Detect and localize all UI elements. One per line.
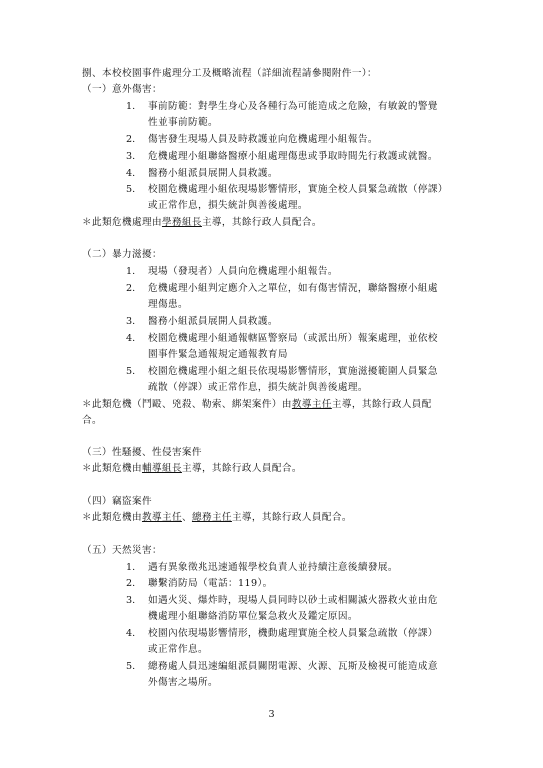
section-note: ＊此類危機（鬥毆、兇殺、勒索、綁架案件）由教導主任主導，其餘行政人員配 (82, 399, 432, 410)
item-text: 園事件緊急通報規定通報教育局 (148, 349, 288, 360)
page-number: 3 (268, 709, 275, 720)
item-number: 1. (126, 562, 136, 573)
item-number: 1. (126, 101, 136, 112)
section-title: （五）天然災害： (82, 545, 162, 556)
item-text: 校園內依現場影響情形，機動處理實施全校人員緊急疏散（停課） (148, 628, 438, 639)
item-number: 3. (126, 151, 136, 162)
responsible-person: 教導主任 (291, 399, 332, 410)
item-text: 或正常作息，損失統計與善後處理。 (148, 200, 308, 211)
item-number: 5. (126, 366, 136, 377)
item-text: 校園危機處理小組之組長依現場影響情形，實施滋擾範圍人員緊急 (148, 366, 438, 377)
section-title: （三）性騷擾、性侵害案件 (82, 447, 202, 458)
item-number: 2. (126, 578, 136, 589)
item-text: 機處理小組聯絡消防單位緊急救火及鑑定原因。 (148, 611, 358, 622)
section-note-cont: 合。 (82, 415, 102, 426)
item-text: 事前防範：對學生身心及各種行為可能造成之危險，有敏銳的警覺 (148, 101, 438, 112)
item-text: 理傷患。 (148, 299, 188, 310)
item-text: 如遇火災、爆炸時，現場人員同時以砂土或相關滅火器救火並由危 (148, 595, 438, 606)
responsible-person: 學務組長 (161, 217, 202, 228)
responsible-person: 輔導組長 (141, 463, 182, 474)
item-number: 5. (126, 661, 136, 672)
item-number: 3. (126, 595, 136, 606)
section-title: （四）竊盜案件 (82, 496, 152, 507)
item-text: 總務處人員迅速編組派員關閉電源、火源、瓦斯及檢視可能造成意 (148, 661, 438, 672)
item-text: 醫務小組派員展開人員救護。 (148, 316, 278, 327)
section-title: （一）意外傷害： (82, 84, 162, 95)
section-note: ＊此類危機由輔導組長主導，其餘行政人員配合。 (82, 463, 302, 474)
item-number: 4. (126, 333, 136, 344)
item-text: 危機處理小組判定應介入之單位，如有傷害情況，聯絡醫療小組處 (148, 283, 438, 294)
item-text: 或正常作息。 (148, 644, 208, 655)
item-text: 疏散（停課）或正常作息，損失統計與善後處理。 (148, 382, 368, 393)
item-text: 醫務小組派員展開人員救護。 (148, 168, 278, 179)
item-text: 性並事前防範。 (148, 117, 218, 128)
item-number: 4. (126, 168, 136, 179)
heading: 捌、本校校園事件處理分工及概略流程（詳細流程請參閱附件一）： (82, 68, 378, 79)
item-text: 校園危機處理小組依現場影響情形，實施全校人員緊急疏散（停課） (148, 184, 448, 195)
item-number: 3. (126, 316, 136, 327)
item-text: 校園危機處理小組通報轄區警察局（或派出所）報案處理，並依校 (148, 333, 438, 344)
item-number: 2. (126, 283, 136, 294)
item-number: 4. (126, 628, 136, 639)
item-text: 聯繫消防局（電話：119）。 (148, 578, 273, 589)
item-number: 2. (126, 134, 136, 145)
section-note: ＊此類危機由教導主任、總務主任主導，其餘行政人員配合。 (82, 512, 352, 523)
item-text: 現場（發現者）人員向危機處理小組報告。 (148, 266, 338, 277)
responsible-person: 教導主任 (141, 512, 182, 523)
item-number: 1. (126, 266, 136, 277)
item-text: 外傷害之場所。 (148, 677, 218, 688)
responsible-person: 總務主任 (191, 512, 232, 523)
item-number: 5. (126, 184, 136, 195)
section-title: （二）暴力滋擾： (82, 249, 162, 260)
item-text: 傷害發生現場人員及時救護並向危機處理小組報告。 (148, 134, 378, 145)
item-text: 遇有異象徵兆迅速通報學校負責人並持續注意後續發展。 (148, 562, 398, 573)
section-note: ＊此類危機處理由學務組長主導，其餘行政人員配合。 (82, 217, 322, 228)
item-text: 危機處理小組聯絡醫療小組處理傷患或爭取時間先行救護或就醫。 (148, 151, 438, 162)
